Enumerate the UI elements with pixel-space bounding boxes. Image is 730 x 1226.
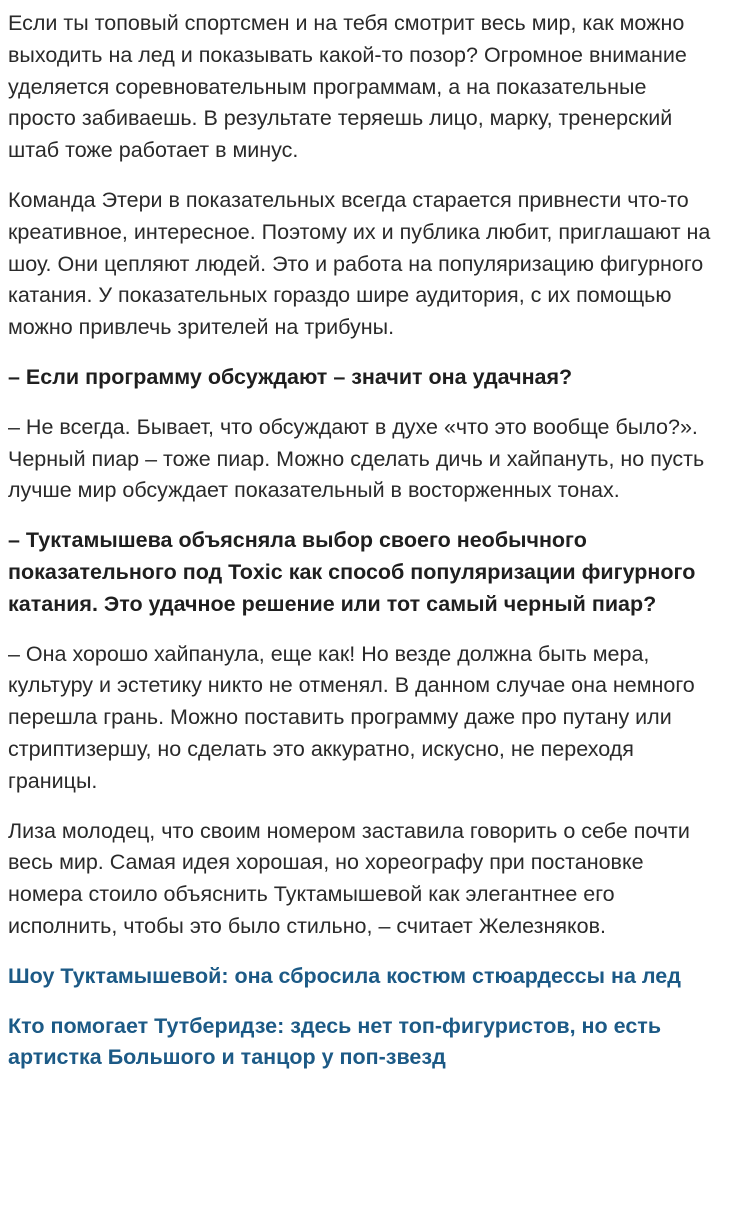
- interview-question: – Туктамышева объясняла выбор своего необычного показательного под Toxic как способ популяризации фигурного катания. Это удачное решение или тот самый черный пиар?: [8, 528, 696, 616]
- article-paragraph: Лиза молодец, что своим номером заставила говорить о себе почти весь мир. Самая идея хорошая, но хореографу при постановке номера стоило объяснить Туктамышевой как элегантнее его исполнить, чтобы это было стильно, – считает Железняков.: [8, 818, 690, 938]
- interview-answer: – Не всегда. Бывает, что обсуждают в духе «что это вообще было?». Черный пиар – тоже пиар. Можно сделать дичь и хайпануть, но пусть лучше мир обсуждает показательный в восторженных тонах.: [8, 414, 705, 503]
- article-paragraph: Команда Этери в показательных всегда старается привнести что-то креативное, интересное. Поэтому их и публика любит, приглашают на шоу. Они цепляют людей. Это и работа на популяризацию фигурного катания. У показательных гораздо шире аудитория, с их помощью можно привлечь зрителей на трибуны.: [8, 187, 711, 340]
- interview-question: – Если программу обсуждают – значит она удачная?: [8, 364, 573, 389]
- article-paragraph: Если ты топовый спортсмен и на тебя смотрит весь мир, как можно выходить на лед и показывать какой-то позор? Огромное внимание уделяется соревновательным программам, а на показательные просто забиваешь. В результате теряешь лицо, марку, тренерский штаб тоже работает в минус.: [8, 11, 687, 163]
- related-link[interactable]: Шоу Туктамышевой: она сбросила костюм стюардессы на лед: [8, 963, 681, 988]
- article-body: [8, 8, 720, 1092]
- interview-answer: – Она хорошо хайпанула, еще как! Но везде должна быть мера, культуру и эстетику никто не отменял. В данном случае она немного перешла грань. Можно поставить программу даже про путану или стриптизершу, но сделать это аккуратно, искусно, не переходя границы.: [8, 641, 695, 793]
- related-link[interactable]: Кто помогает Тутберидзе: здесь нет топ-фигуристов, но есть артистка Большого и танцор у поп-звезд: [8, 1013, 662, 1070]
